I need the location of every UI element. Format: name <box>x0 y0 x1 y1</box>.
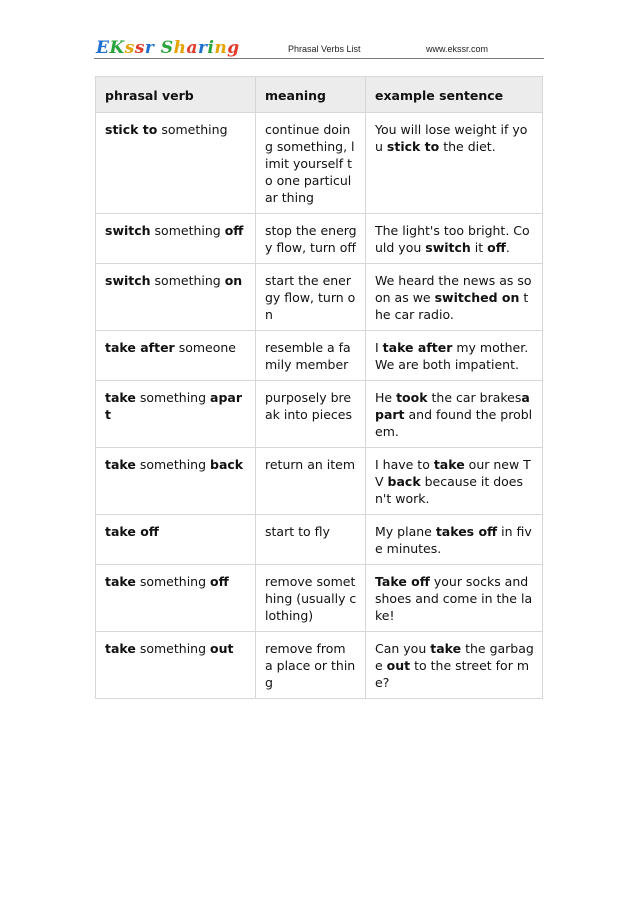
table-row <box>96 381 543 448</box>
example-sentence-cell <box>366 113 543 214</box>
meaning-cell: start the energy flow, turn on <box>256 264 366 331</box>
phrasal-verbs-table <box>95 76 543 699</box>
text-segment: your socks and shoes and come in the lake! <box>375 574 533 623</box>
text-segment: something <box>135 641 211 656</box>
text-segment: in five minutes. <box>375 524 532 556</box>
text-segment: You will lose weight if you <box>375 122 528 154</box>
text-segment: something <box>157 122 228 137</box>
bold-text: take <box>105 641 136 656</box>
phrasal-verb-cell <box>96 632 256 699</box>
site-logo <box>96 38 240 58</box>
bold-text: take <box>105 574 136 589</box>
bold-text: take <box>105 457 136 472</box>
bold-text: switch <box>105 273 151 288</box>
phrasal-verb-cell <box>96 565 256 632</box>
bold-text: switch <box>425 240 471 255</box>
logo-letter: g <box>227 38 240 58</box>
text-segment: I <box>375 340 383 355</box>
column-header-meaning: meaning <box>256 77 366 113</box>
logo-letter: h <box>173 38 187 58</box>
bold-text: out <box>386 658 411 673</box>
bold-text: takes off <box>435 524 498 539</box>
header-title: Phrasal Verbs List <box>288 44 361 54</box>
bold-text: switched on <box>434 290 520 305</box>
meaning-cell: start to fly <box>256 515 366 565</box>
logo-letter: a <box>186 38 198 58</box>
header-url: www.ekssr.com <box>426 44 489 54</box>
example-sentence-cell <box>366 264 543 331</box>
logo-letter: n <box>214 38 228 58</box>
table-header-row <box>96 77 543 113</box>
logo-letter: r <box>197 38 208 58</box>
phrasal-verb-cell <box>96 331 256 381</box>
column-header-example-sentence: example sentence <box>366 77 543 113</box>
phrasal-verb-cell <box>96 264 256 331</box>
bold-text: off <box>224 223 244 238</box>
text-segment: the diet. <box>439 139 496 154</box>
bold-text: on <box>224 273 243 288</box>
phrasal-verb-cell <box>96 448 256 515</box>
text-segment: because it doesn't work. <box>375 474 524 506</box>
text-segment: We heard the news as soon as we <box>375 273 532 305</box>
column-header-phrasal-verb: phrasal verb <box>96 77 256 113</box>
text-segment: something <box>135 574 211 589</box>
example-sentence-cell <box>366 448 543 515</box>
table-row <box>96 515 543 565</box>
text-segment: someone <box>174 340 236 355</box>
example-sentence-cell <box>366 331 543 381</box>
logo-letter: r <box>144 38 155 58</box>
text-segment: the garbage <box>375 641 534 673</box>
table-row <box>96 565 543 632</box>
bold-text: take after <box>105 340 175 355</box>
table-row <box>96 214 543 264</box>
meaning-cell: resemble a family member <box>256 331 366 381</box>
meaning-cell: purposely break into pieces <box>256 381 366 448</box>
meaning-cell: continue doing something, limit yourself to one particular thing <box>256 113 366 214</box>
logo-letter: s <box>124 38 135 58</box>
bold-text: take <box>430 641 462 656</box>
bold-text: back <box>387 474 421 489</box>
text-segment: our new TV <box>375 457 531 489</box>
bold-text: took <box>396 390 428 405</box>
bold-text: apart <box>105 390 242 422</box>
meaning-cell: remove from a place or thing <box>256 632 366 699</box>
text-segment: Can you <box>375 641 431 656</box>
text-segment: He <box>375 390 397 405</box>
example-sentence-cell <box>366 565 543 632</box>
text-segment: to the street for me? <box>375 658 529 690</box>
bold-text: back <box>210 457 244 472</box>
logo-letter: i <box>207 38 215 58</box>
table-row <box>96 113 543 214</box>
bold-text: off <box>210 574 229 589</box>
text-segment: My plane <box>375 524 436 539</box>
bold-text: apart <box>375 390 530 422</box>
logo-letter: S <box>160 38 174 58</box>
bold-text: take off <box>105 524 159 539</box>
bold-text: take <box>433 457 465 472</box>
logo-letter: K <box>109 38 125 58</box>
bold-text: off <box>487 240 506 255</box>
table-row <box>96 264 543 331</box>
text-segment: it <box>470 240 488 255</box>
header-divider <box>94 58 544 59</box>
phrasal-verb-cell <box>96 113 256 214</box>
text-segment: my mother. We are both impatient. <box>375 340 529 372</box>
meaning-cell: return an item <box>256 448 366 515</box>
example-sentence-cell <box>366 214 543 264</box>
bold-text: switch <box>105 223 151 238</box>
bold-text: take <box>105 390 136 405</box>
bold-text: take after <box>382 340 453 355</box>
text-segment: something <box>150 273 225 288</box>
logo-letter: s <box>134 38 145 58</box>
text-segment: something <box>135 457 211 472</box>
phrasal-verb-cell <box>96 214 256 264</box>
example-sentence-cell <box>366 381 543 448</box>
bold-text: Take off <box>375 574 430 589</box>
example-sentence-cell <box>366 632 543 699</box>
bold-text: out <box>210 641 234 656</box>
text-segment: . <box>505 240 510 255</box>
text-segment: and found the problem. <box>375 407 533 439</box>
table-row <box>96 331 543 381</box>
text-segment: something <box>150 223 225 238</box>
bold-text: stick to <box>386 139 440 154</box>
logo-letter: E <box>96 38 110 58</box>
bold-text: stick to <box>105 122 158 137</box>
text-segment: the car brakes <box>427 390 522 405</box>
meaning-cell: stop the energy flow, turn off <box>256 214 366 264</box>
text-segment: I have to <box>375 457 434 472</box>
text-segment: the car radio. <box>375 290 529 322</box>
phrasal-verb-cell <box>96 381 256 448</box>
table-body <box>96 113 543 699</box>
meaning-cell: remove something (usually clothing) <box>256 565 366 632</box>
table-row <box>96 448 543 515</box>
text-segment: something <box>135 390 211 405</box>
text-segment: The light's too bright. Could you <box>375 223 530 255</box>
phrasal-verb-cell <box>96 515 256 565</box>
example-sentence-cell <box>366 515 543 565</box>
table-row <box>96 632 543 699</box>
